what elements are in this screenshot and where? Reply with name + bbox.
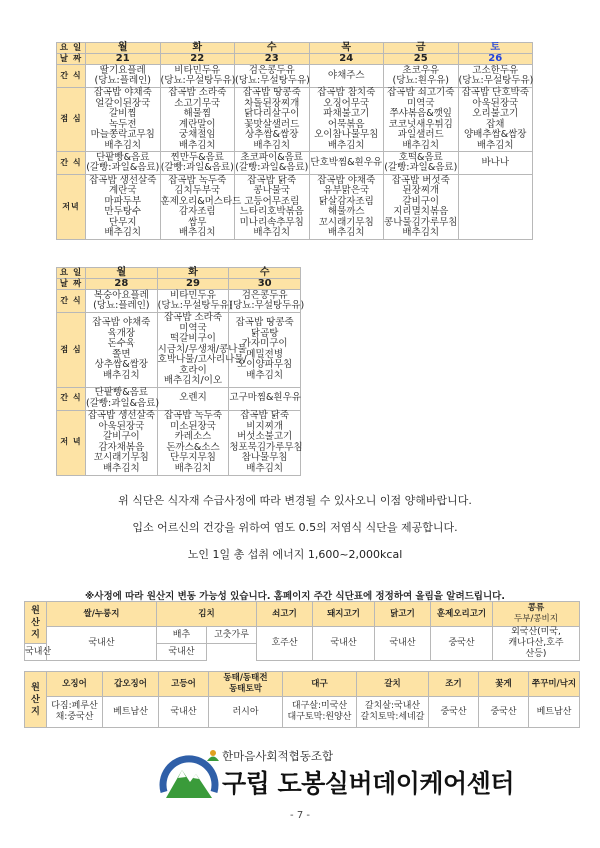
- notice-line3: 노인 1일 총 섭취 에너지 1,600~2,000kcal: [187, 548, 403, 561]
- origin-duck-value: 중국산: [431, 627, 493, 661]
- date-5: 26: [458, 54, 533, 65]
- snack_am-cell-2: 검은콩두유 (당뇨:무설탕두유): [229, 289, 305, 311]
- origin2-value-1: 베트남산: [103, 697, 159, 728]
- lunch-cell-1: 잡곡밥 소라죽 소고기무국 해물찜 계란말이 궁채절임 배추김치: [160, 88, 235, 152]
- origin-table-1: [24, 601, 580, 661]
- origin2-header-6: 조기: [429, 672, 479, 697]
- origin-pork-value: 국내산: [313, 627, 375, 661]
- origin-kimchi-sub2: 고춧가루: [207, 627, 257, 644]
- origin2-header-5: 갈치: [357, 672, 429, 697]
- snack_pm-cell-3: 단호박찜&흰우유: [309, 152, 384, 175]
- snack_am-cell-5: 고소한두유 (당뇨:무설탕두유): [458, 64, 534, 86]
- snack_pm-cell-4: 호떡&음료 (갈빵:과일&음료): [384, 151, 458, 173]
- label-dinner: 저 녁: [57, 410, 86, 475]
- snack_am-cell-2: 검은콩두유 (당뇨:무설탕두유): [235, 64, 310, 86]
- origin2-value-7: 중국산: [479, 697, 529, 728]
- origin-bean-value: 외국산(미국, 캐나다산,호주 산등): [493, 627, 580, 661]
- dinner-cell-0: 잡곡밥 생선살죽 아욱된장국 갈비구이 감자채볶음 꼬시래기무침 배추김치: [86, 410, 158, 475]
- origin-bean-header: 콩류 두부/콩비지: [493, 602, 580, 627]
- notice-block: [55, 478, 535, 602]
- dinner-cell-5: [458, 175, 533, 240]
- dinner-cell-0: 잡곡밥 생선살죽 계란국 마파두부 만두탕수 단무지 배추김치: [86, 175, 161, 240]
- label-snack_pm: 간 식: [57, 152, 86, 175]
- origin2-header-8: 쭈꾸미/낙지: [529, 672, 580, 697]
- label-snack_am: 간 식: [57, 290, 86, 313]
- snack_am-cell-1: 비타민두유 (당뇨:무설탕두유): [160, 64, 236, 86]
- label-date: 날 짜: [57, 54, 86, 65]
- date-0: 21: [86, 54, 161, 65]
- day-2: 수: [229, 268, 301, 279]
- lunch-cell-1: 잡곡밥 소라죽 미역국 떡갈비구이 시금치/무생채/콩나물 호박나물/고사리나물/ 호라이 배추김치/이오: [157, 312, 247, 386]
- notice-line2: 입소 어르신의 건강을 위하여 염도 0.5의 저염식 식단을 제공합니다.: [132, 521, 458, 534]
- origin2-value-5: 갈치살:국내산 갈치토막:세네갈: [357, 697, 429, 728]
- snack_am-cell-0: 딸기요플레 (당뇨:플레인): [86, 65, 161, 88]
- origin1-side-label: 원 산 지: [25, 602, 47, 644]
- dinner-cell-1: 잡곡밥 녹두죽 미소된장국 카레소스 돈까스&소스 단무지무침 배추김치: [157, 410, 229, 475]
- origin2-header-2: 고등어: [159, 672, 209, 697]
- page-number: - 7 -: [290, 810, 310, 821]
- origin2-header-0: 오징어: [47, 672, 103, 697]
- snack_am-cell-1: 비타민두유 (당뇨:무설탕두유): [157, 289, 233, 311]
- origin-chicken-header: 닭고기: [375, 602, 431, 627]
- date-4: 25: [384, 54, 459, 65]
- label-snack_am: 간 식: [57, 65, 86, 88]
- origin2-value-0: 다짐:페루산 채:중국산: [47, 697, 103, 728]
- origin-table-2: [24, 671, 580, 728]
- origin-duck-header: 훈제오리고기: [431, 602, 493, 627]
- dinner-cell-2: 잡곡밥 닭죽 콩나물국 고등어무조림 느타리호박볶음 미나리속추무침 배추김치: [235, 175, 310, 240]
- origin2-header-3: 동태/동태전 동태토막: [209, 672, 283, 697]
- day-0: 월: [86, 268, 158, 279]
- org-name: 한마음사회적협동조합: [222, 749, 334, 763]
- snack_am-cell-0: 복숭아요플레 (당뇨:플레인): [86, 290, 158, 313]
- origin2-value-2: 국내산: [159, 697, 209, 728]
- date-2: 30: [229, 279, 301, 290]
- day-1: 화: [157, 268, 229, 279]
- snack_pm-cell-0: 단팥빵&음료 (갈빵:과일&음료): [86, 151, 160, 173]
- date-2: 23: [235, 54, 310, 65]
- date-1: 29: [157, 279, 229, 290]
- lunch-cell-3: 잡곡밥 참치죽 오징어무국 파채불고기 어묵볶음 오이참나물무침 배추김치: [309, 88, 384, 152]
- day-2: 수: [235, 43, 310, 54]
- lunch-cell-5: 잡곡밥 단호박죽 아욱된장국 오리불고기 잡채 양배추쌈&쌈장 배추김치: [458, 88, 533, 152]
- label-date: 날 짜: [57, 279, 86, 290]
- label-snack_pm: 간 식: [57, 387, 86, 410]
- origin2-header-4: 대구: [283, 672, 357, 697]
- origin2-value-4: 대구살:미국산 대구토막:원양산: [283, 697, 357, 728]
- day-0: 월: [86, 43, 161, 54]
- origin2-value-3: 러시아: [209, 697, 283, 728]
- origin-kimchi-sub1: 배추: [157, 627, 207, 644]
- lunch-cell-4: 잡곡밥 쇠고기죽 미역국 쭈샤볶음&깻잎 코코넛새우튀김 과일샐러드 배추김치: [384, 88, 459, 152]
- origin-rice-header: 쌀/누룽지: [47, 602, 157, 627]
- origin-kimchi-header: 김치: [157, 602, 257, 627]
- dinner-cell-1: 잡곡밥 녹두죽 김치두부국 훈제오리&머스타드 감자조림 쌈무 배추김치: [160, 174, 242, 238]
- label-lunch: 점 심: [57, 88, 86, 152]
- snack_pm-cell-5: 바나나: [458, 152, 533, 175]
- dinner-cell-4: 잡곡밥 버섯죽 된장찌개 갈비구이 지리멸치볶음 콩나물김가루무침 배추김치: [384, 174, 458, 238]
- week2-menu-table: [56, 267, 305, 476]
- snack_am-cell-3: 야채주스: [309, 65, 384, 88]
- label-day: 요 일: [57, 268, 86, 279]
- date-0: 28: [86, 279, 158, 290]
- origin2-side-label: 원 산 지: [25, 672, 47, 728]
- date-3: 24: [309, 54, 384, 65]
- lunch-cell-2: 잡곡밥 땅콩죽 닭곰탕 가자미구이 메밀전병 오이양파무침 배추김치: [229, 313, 301, 388]
- snack_pm-cell-2: 고구마찜&흰우유: [229, 387, 301, 410]
- lunch-cell-2: 잡곡밥 땅콩죽 차돌된장찌개 닭다리살구이 꽃맛살샐러드 상추쌈&쌈장 배추김치: [235, 88, 310, 152]
- label-lunch: 점 심: [57, 313, 86, 388]
- notice-line1: 위 식단은 식자재 수급사정에 따라 변경될 수 있사오니 이점 양해바랍니다.: [118, 494, 472, 507]
- snack_pm-cell-0: 단팥빵&음료 (갈빵:과일&음료): [86, 387, 160, 409]
- origin-beef-header: 쇠고기: [257, 602, 313, 627]
- day-3: 목: [309, 43, 384, 54]
- date-1: 22: [160, 54, 235, 65]
- coop-logo-icon: [206, 748, 220, 762]
- dinner-cell-3: 잡곡밥 야채죽 유부맑은국 닭살감자조림 해물까스 꼬시래기무침 배추김치: [309, 175, 384, 240]
- origin-pork-header: 돼지고기: [313, 602, 375, 627]
- origin-beef-value: 호주산: [257, 627, 313, 661]
- notice-line4: ※사정에 따라 원산지 변동 가능성 있습니다. 홈페이지 주간 식단표에 정정하여 올림을 알려드립니다.: [85, 591, 505, 602]
- lunch-cell-0: 잡곡밥 야채죽 육개장 돈수육 쫄면 상추쌈&쌈장 배추김치: [86, 313, 158, 388]
- snack_am-cell-4: 초코우유 (당뇨:흰우유): [384, 65, 459, 88]
- origin-kimchi-val2: 국내산: [157, 644, 207, 661]
- origin2-value-6: 중국산: [429, 697, 479, 728]
- snack_pm-cell-1: 오렌지: [157, 387, 229, 410]
- day-4: 금: [384, 43, 459, 54]
- origin2-header-7: 꽃게: [479, 672, 529, 697]
- origin2-value-8: 베트남산: [529, 697, 580, 728]
- label-day: 요 일: [57, 43, 86, 54]
- snack_pm-cell-2: 초코파이&음료 (갈빵:과일&음료): [235, 151, 309, 173]
- origin-chicken-value: 국내산: [375, 627, 431, 661]
- center-name: 구립 도봉실버데이케어센터: [222, 769, 515, 798]
- snack_pm-cell-1: 찐만두&음료 (갈빵:과일&음료): [160, 151, 234, 173]
- day-5: 토: [458, 43, 533, 54]
- day-1: 화: [160, 43, 235, 54]
- label-dinner: 저녁: [57, 175, 86, 240]
- origin2-header-1: 갑오징어: [103, 672, 159, 697]
- origin-rice-value: 국내산: [47, 627, 157, 661]
- origin-kimchi-val1: 국내산: [25, 644, 47, 661]
- week1-menu-table: [56, 42, 533, 240]
- lunch-cell-0: 잡곡밥 야채죽 얼갈이된장국 갈비찜 녹두전 마늘쫑락교무침 배추김치: [86, 88, 161, 152]
- dinner-cell-2: 잡곡밥 닭죽 비지찌개 버섯소불고기 청포묵김가루무침 참나물무침 배추김치: [229, 410, 303, 474]
